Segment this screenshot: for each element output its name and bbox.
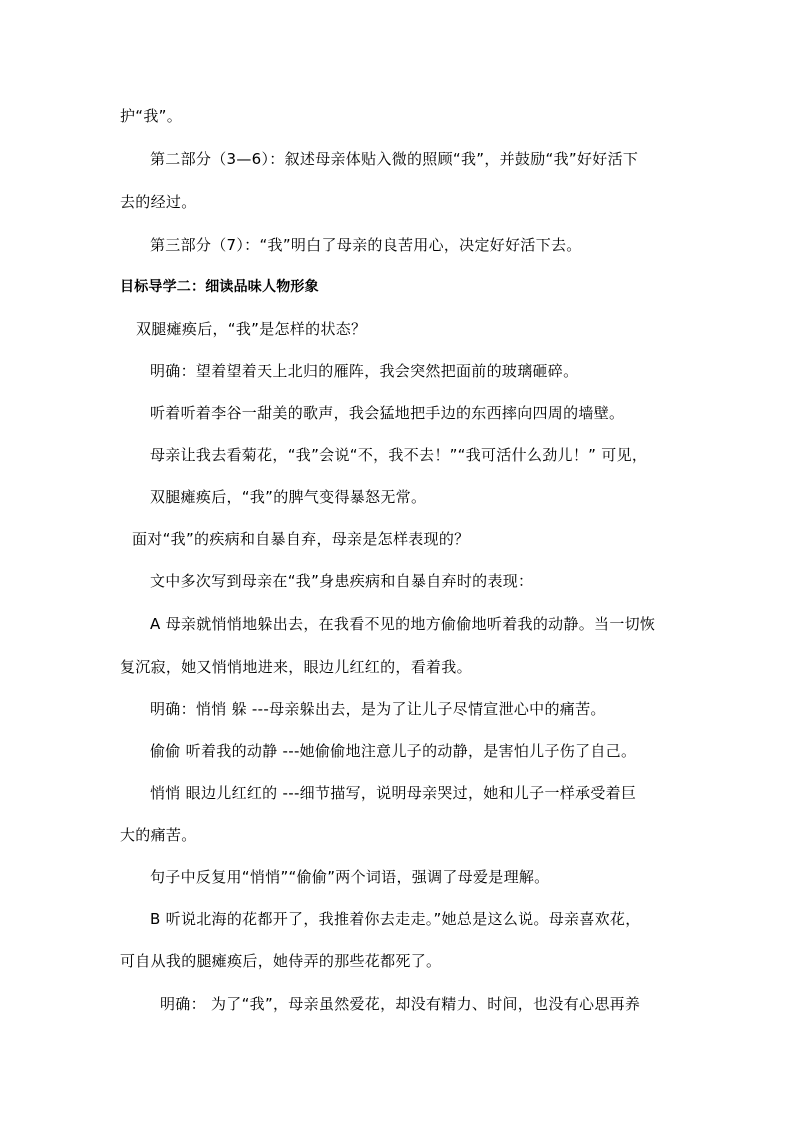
text-line: 双腿瘫痪后，“我”的脾气变得暴怒无常。 [150, 488, 427, 506]
text-line: 明确：悄悄 躲 ---母亲躲出去，是为了让儿子尽情宣泄心中的痛苦。 [150, 700, 606, 718]
text-line: 第三部分（7）：“我”明白了母亲的良苦用心，决定好好活下去。 [150, 236, 582, 254]
text-line: 护“我”。 [120, 107, 183, 125]
text-line: 明确：望着望着天上北归的雁阵，我会突然把面前的玻璃砸碎。 [150, 362, 579, 380]
question-line: 双腿瘫痪后，“我”是怎样的状态？ [136, 320, 367, 338]
text-line: 复沉寂，她又悄悄地进来，眼边儿红红的，看着我。 [120, 658, 472, 676]
text-line: 去的经过。 [120, 193, 197, 211]
text-line: A 母亲就悄悄地躲出去，在我看不见的地方偷偷地听着我的动静。当一切恢 [150, 615, 656, 633]
text-line: 明确： 为了“我”，母亲虽然爱花，却没有精力、时间，也没有心思再养 [160, 995, 641, 1013]
text-line: 悄悄 眼边儿红红的 ---细节描写，说明母亲哭过，她和儿子一样承受着巨 [150, 784, 637, 802]
text-line: 可自从我的腿瘫痪后，她侍弄的那些花都死了。 [120, 952, 442, 970]
text-line: 偷偷 听着我的动静 ---她偷偷地注意儿子的动静，是害怕儿子伤了自己。 [150, 742, 637, 760]
section-heading: 目标导学二：细读品味人物形象 [120, 279, 319, 295]
text-line: 句子中反复用“悄悄”“偷偷”两个词语，强调了母爱是理解。 [150, 868, 550, 886]
text-line: 文中多次写到母亲在“我”身患疾病和自暴自弃时的表现： [150, 572, 534, 590]
text-line: 大的痛苦。 [120, 826, 197, 844]
question-line: 面对“我”的疾病和自暴自弃，母亲是怎样表现的？ [132, 530, 470, 548]
text-line: 听着听着李谷一甜美的歌声，我会猛地把手边的东西摔向四周的墙壁。 [150, 404, 625, 422]
text-line: 第二部分（3—6）：叙述母亲体贴入微的照顾“我”，并鼓励“我”好好活下 [150, 150, 639, 168]
text-line: B 听说北海的花都开了，我推着你去走走。”她总是这么说。母亲喜欢花， [150, 910, 641, 928]
text-line: 母亲让我去看菊花，“我”会说“不，我不去！”“我可活什么劲儿！” 可见， [150, 446, 648, 464]
